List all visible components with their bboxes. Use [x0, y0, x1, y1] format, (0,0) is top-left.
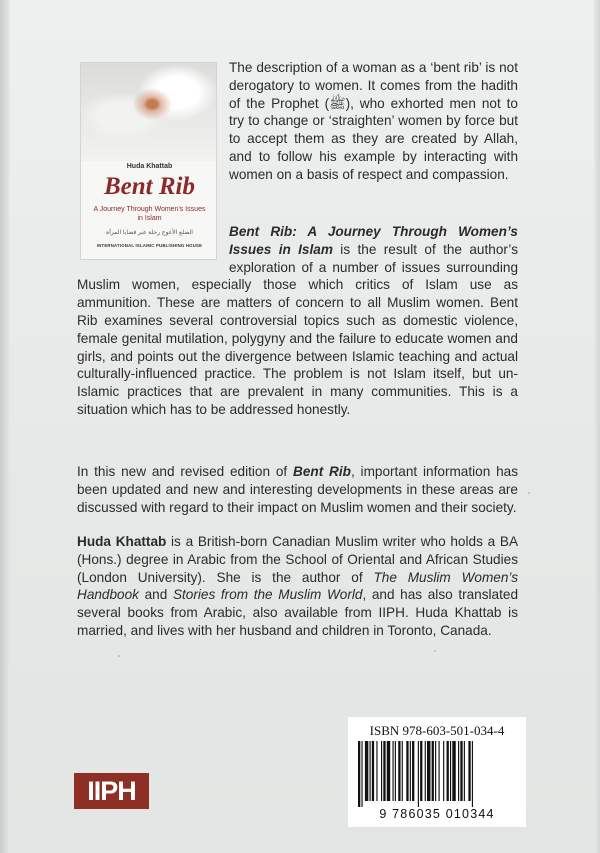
isbn-number: ISBN 978-603-501-034-4	[369, 723, 505, 738]
paragraph-new-edition	[77, 463, 518, 516]
thumbnail-subtitle	[91, 205, 208, 223]
paper-speck	[118, 655, 120, 657]
barcode-bar	[435, 741, 436, 801]
barcode-bar	[376, 741, 377, 801]
thumbnail-subtitle-line1: A Journey Through Women's Issues	[93, 206, 206, 213]
new-edition-title: Bent Rib	[293, 464, 351, 479]
barcode-bar	[410, 741, 411, 801]
barcode-bar	[402, 741, 403, 801]
spine-edge	[0, 0, 10, 853]
barcode-bar	[393, 741, 394, 801]
barcode-bar	[450, 741, 451, 801]
new-edition-text-before: In this new and revised edition of	[77, 464, 294, 479]
barcode-bar	[358, 741, 360, 807]
barcode-bar	[460, 741, 462, 801]
barcode-bar	[439, 741, 440, 801]
iiph-logo: IIPH	[74, 773, 149, 809]
author-bio-text2: and	[138, 587, 173, 603]
flower-image	[81, 63, 217, 161]
barcode-bar	[418, 741, 419, 807]
barcode-bar	[361, 741, 362, 807]
barcode-bar	[412, 741, 414, 801]
barcode-bar	[370, 741, 371, 801]
isbn-barcode	[348, 717, 526, 827]
author-bio-text1: is a British-born Canadian Muslim writer who holds a BA (Hons.) degree in Arabic from the School of Oriental and African Studies (London University). She is the author of	[77, 534, 519, 585]
barcode-bar	[447, 741, 449, 801]
barcode-bar	[420, 741, 422, 801]
barcode-bar	[443, 741, 444, 801]
barcode-bar	[472, 741, 473, 807]
barcode-bar	[468, 741, 470, 801]
book-summary-text: is the result of the author’s exploration of a number of issues surrounding Muslim women, especially those which critics of Islam use as ammunition. These are matters of concern to all Muslim women. Bent Rib examines several controversial topics such as domestic violence, female genital mutilation, polygyny and the failure to educate women and girls, and points out the divergence between Islamic teaching and actual culturally-influenced practice. The problem is not Islam itself, but un-Islamic practices that are prevalent in many communities. This is a situation which has to be addressed honestly.	[77, 241, 518, 417]
paragraph-author-bio	[77, 533, 518, 640]
paper-speck	[528, 492, 530, 494]
barcode-bar	[365, 741, 368, 801]
barcode-bars	[356, 741, 518, 807]
barcode-bar	[432, 741, 434, 801]
thumbnail-title: Bent Rib	[104, 173, 195, 200]
thumbnail-arabic-title: الضلع الأعوج رحلة عبر قضايا المرأة	[106, 230, 193, 236]
cover-edge	[594, 0, 600, 853]
thumbnail-subtitle-line2: in Islam	[137, 215, 162, 222]
author-book-1: The Muslim Women’s Handbook	[77, 569, 518, 603]
barcode-bar	[383, 741, 385, 801]
barcode-bar	[372, 741, 374, 801]
author-bio-text3: , and has also translated several books from Arabic, also available from IIPH. Huda Khattab is married, and lives with her husband and children in Toronto, Canada.	[77, 587, 519, 638]
barcode-bar	[425, 741, 426, 801]
cover-wrap-space	[77, 223, 229, 263]
barcode-bar	[381, 741, 382, 801]
barcode-bar	[387, 741, 390, 801]
author-book-2: Stories from the Muslim World	[172, 587, 363, 603]
barcode-bar	[458, 741, 459, 801]
barcode-bar	[452, 741, 455, 801]
barcode-bar	[395, 741, 396, 801]
barcode-bar	[406, 741, 408, 801]
paragraph-book-summary	[77, 223, 518, 419]
new-edition-text-after: , important information has been updated and new and interesting developments in these areas are discussed with regard to their impact on Muslim women and their society.	[77, 464, 518, 515]
barcode-bar	[398, 741, 400, 801]
paper-speck	[434, 650, 436, 652]
barcode-bar	[464, 741, 465, 801]
thumbnail-author: Huda Khattab	[126, 163, 173, 170]
paragraph-bent-rib-meaning: The description of a woman as a ‘bent rib’ is not derogatory to women. It comes from the hadith of the Prophet (ﷺ), who exhorted men not to try to change or ‘straighten’ women by force but to accept them as they are created by Allah, and to follow his example by interacting with women on a basis of respect and compassion.	[229, 60, 518, 182]
author-name: Huda Khattab	[77, 534, 167, 549]
barcode-digits: 9 786035 010344	[379, 807, 495, 821]
thumbnail-publisher: INTERNATIONAL ISLAMIC PUBLISHING HOUSE	[96, 243, 203, 248]
barcode-bar	[427, 741, 430, 801]
book-title-emphasis: Bent Rib: A Journey Through Women’s Issues in Islam	[229, 224, 518, 257]
